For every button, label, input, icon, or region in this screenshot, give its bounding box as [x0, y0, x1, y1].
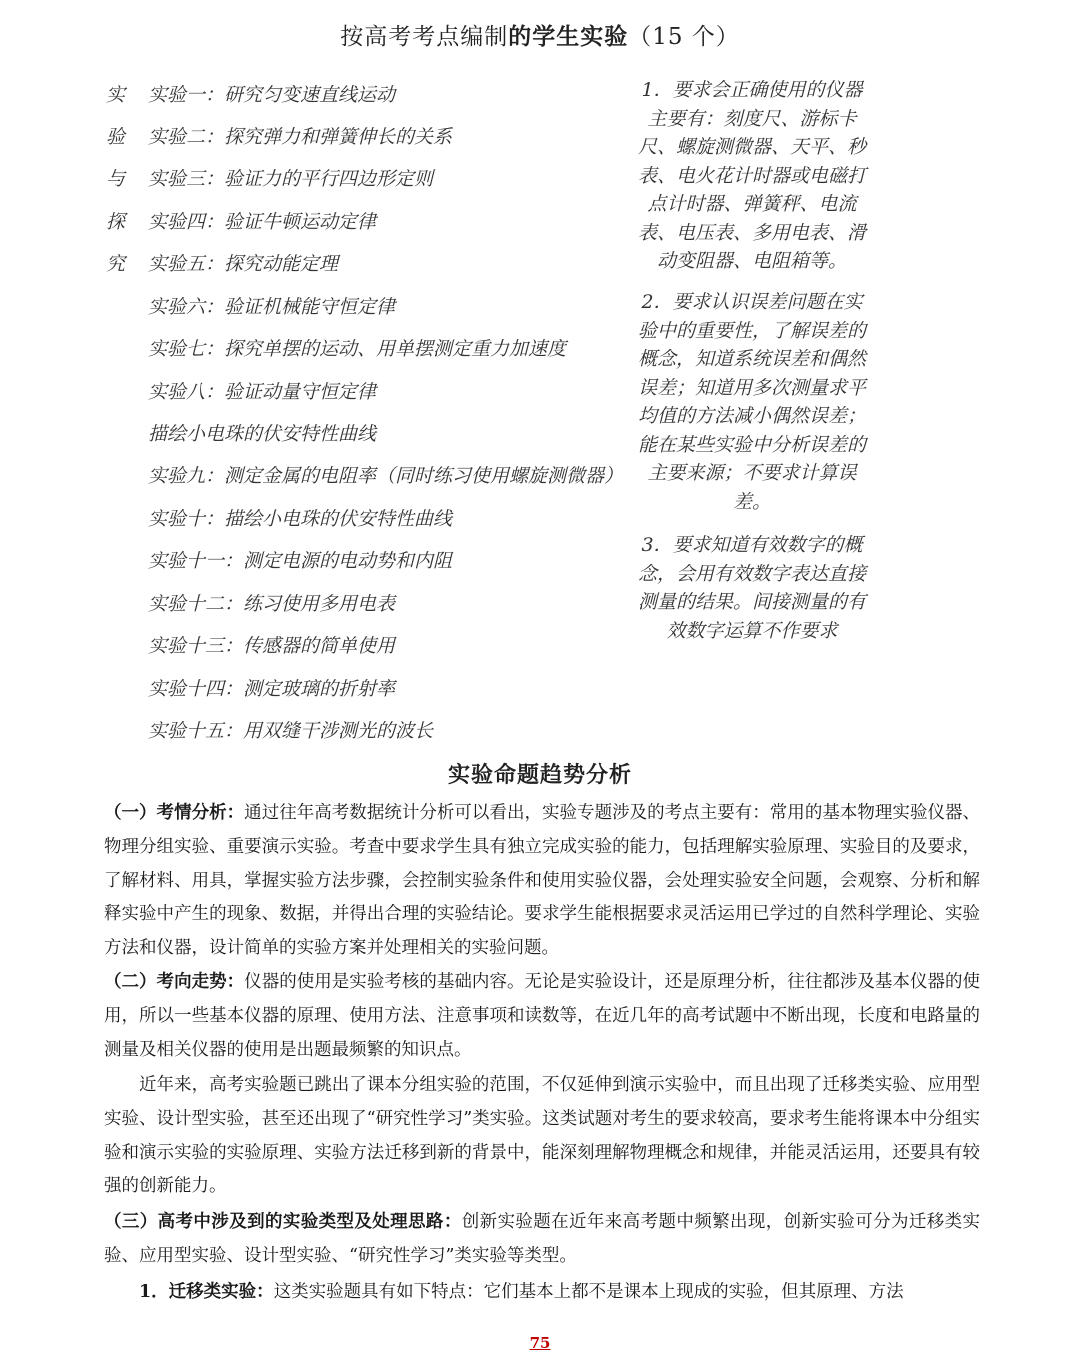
experiment-item: 实验十五：用双缝干涉测光的波长 — [148, 720, 434, 742]
analysis-paragraph-2 — [104, 966, 980, 1067]
title-part-2: 的学生实验 — [508, 23, 629, 50]
title-part-1: 按高考考点编制 — [340, 24, 509, 50]
experiment-item: 实验十二：练习使用多用电表 — [148, 593, 396, 615]
paragraph-label: （一）考情分析： — [104, 803, 245, 823]
requirement-2: 2．要求认识误差问题在实验中的重要性，了解误差的概念，知道系统误差和偶然误差；知道用多次测量求平均值的方法减小偶然误差；能在某些实验中分析误差的主要来源；不要求计算误差。 — [637, 291, 866, 513]
analysis-paragraph-4 — [104, 1206, 980, 1274]
experiment-item: 实验四：验证牛顿运动定律 — [148, 211, 377, 233]
experiment-item: 实验七：探究单摆的运动、用单摆测定重力加速度 — [148, 338, 567, 360]
experiment-item: 实验八：验证动量守恒定律 — [148, 381, 377, 403]
side-label-char: 究 — [106, 253, 126, 275]
side-label-char: 与 — [106, 168, 126, 190]
experiment-item: 实验十：描绘小电珠的伏安特性曲线 — [148, 508, 453, 530]
analysis-paragraph-5 — [104, 1276, 980, 1310]
paragraph-text: 这类实验题具有如下特点：它们基本上都不是课本上现成的实验，但其原理、方法 — [273, 1282, 904, 1302]
paragraph-text: 仪器的使用是实验考核的基础内容。无论是实验设计，还是原理分析，往往都涉及基本仪器的使用，所以一些基本仪器的原理、使用方法、注意事项和读数等，在近几年的高考试题中不断出现，长度和电路量的测量及相关仪器的使用是出题最频繁的知识点。 — [104, 972, 981, 1060]
side-label-char: 探 — [106, 211, 126, 233]
side-label-char: 实 — [106, 84, 126, 106]
paragraph-label: （三）高考中涉及到的实验类型及处理思路： — [104, 1212, 462, 1232]
paragraph-label: （二）考向走势： — [104, 972, 245, 992]
title-part-3: （15 个） — [628, 24, 740, 50]
analysis-paragraph-1 — [104, 797, 980, 966]
experiment-item: 实验二：探究弹力和弹簧伸长的关系 — [148, 126, 453, 148]
paragraph-text: 创新实验题在近年来高考题中频繁出现，创新实验可分为迁移类实验、应用型实验、设计型实验、“研究性学习”类实验等类型。 — [104, 1212, 981, 1266]
experiment-item: 实验三：验证力的平行四边形定则 — [148, 168, 434, 190]
experiment-item: 实验五：探究动能定理 — [148, 253, 339, 275]
paragraph-text: 通过往年高考数据统计分析可以看出，实验专题涉及的考点主要有：常用的基本物理实验仪器、物理分组实验、重要演示实验。考查中要求学生具有独立完成实验的能力，包括理解实验原理、实验目的及要求，了解材料、用具，掌握实验方法步骤，会控制实验条件和使用实验仪器，会处理实验安全问题，会观察、分析和解释实验中产生的现象、数据，并得出合理的实验结论。要求学生能根据要求灵活运用已学过的自然科学理论、实验方法和仪器，设计简单的实验方案并处理相关的实验问题。 — [104, 803, 981, 959]
experiment-item: 实验十三：传感器的简单使用 — [148, 635, 396, 657]
experiment-item: 描绘小电珠的伏安特性曲线 — [148, 423, 377, 445]
experiment-item: 实验九：测定金属的电阻率（同时练习使用螺旋测微器） — [148, 465, 624, 487]
experiment-item: 实验十一：测定电源的电动势和内阻 — [148, 550, 453, 572]
section-title: 实验命题趋势分析 — [447, 762, 632, 788]
paragraph-label: 1．迁移类实验： — [139, 1282, 274, 1302]
side-label-char: 验 — [106, 126, 126, 148]
requirement-1: 1．要求会正确使用的仪器主要有：刻度尺、游标卡尺、螺旋测微器、天平、秒表、电火花计时器或电磁打点计时器、弹簧秤、电流表、电压表、多用电表、滑动变阻器、电阻箱等。 — [637, 79, 866, 272]
analysis-paragraph-3: 近年来，高考实验题已跳出了课本分组实验的范围，不仅延伸到演示实验中，而且出现了迁移类实验、应用型实验、设计型实验，甚至还出现了“研究性学习”类实验。这类试题对考生的要求较高，要求考生能将课本中分组实验和演示实验的实验原理、实验方法迁移到新的背景中，能深刻理解物理概念和规律，并能灵活运用，还要具有较强的创新能力。 — [104, 1075, 980, 1197]
experiment-item: 实验一：研究匀变速直线运动 — [148, 84, 396, 106]
page-title — [0, 18, 1080, 51]
requirement-3: 3．要求知道有效数字的概念，会用有效数字表达直接测量的结果。间接测量的有效数字运算不作要求 — [637, 534, 866, 642]
experiment-item: 实验六：验证机械能守恒定律 — [148, 296, 396, 318]
page-number: 75 — [529, 1334, 551, 1352]
experiment-item: 实验十四：测定玻璃的折射率 — [148, 678, 396, 700]
